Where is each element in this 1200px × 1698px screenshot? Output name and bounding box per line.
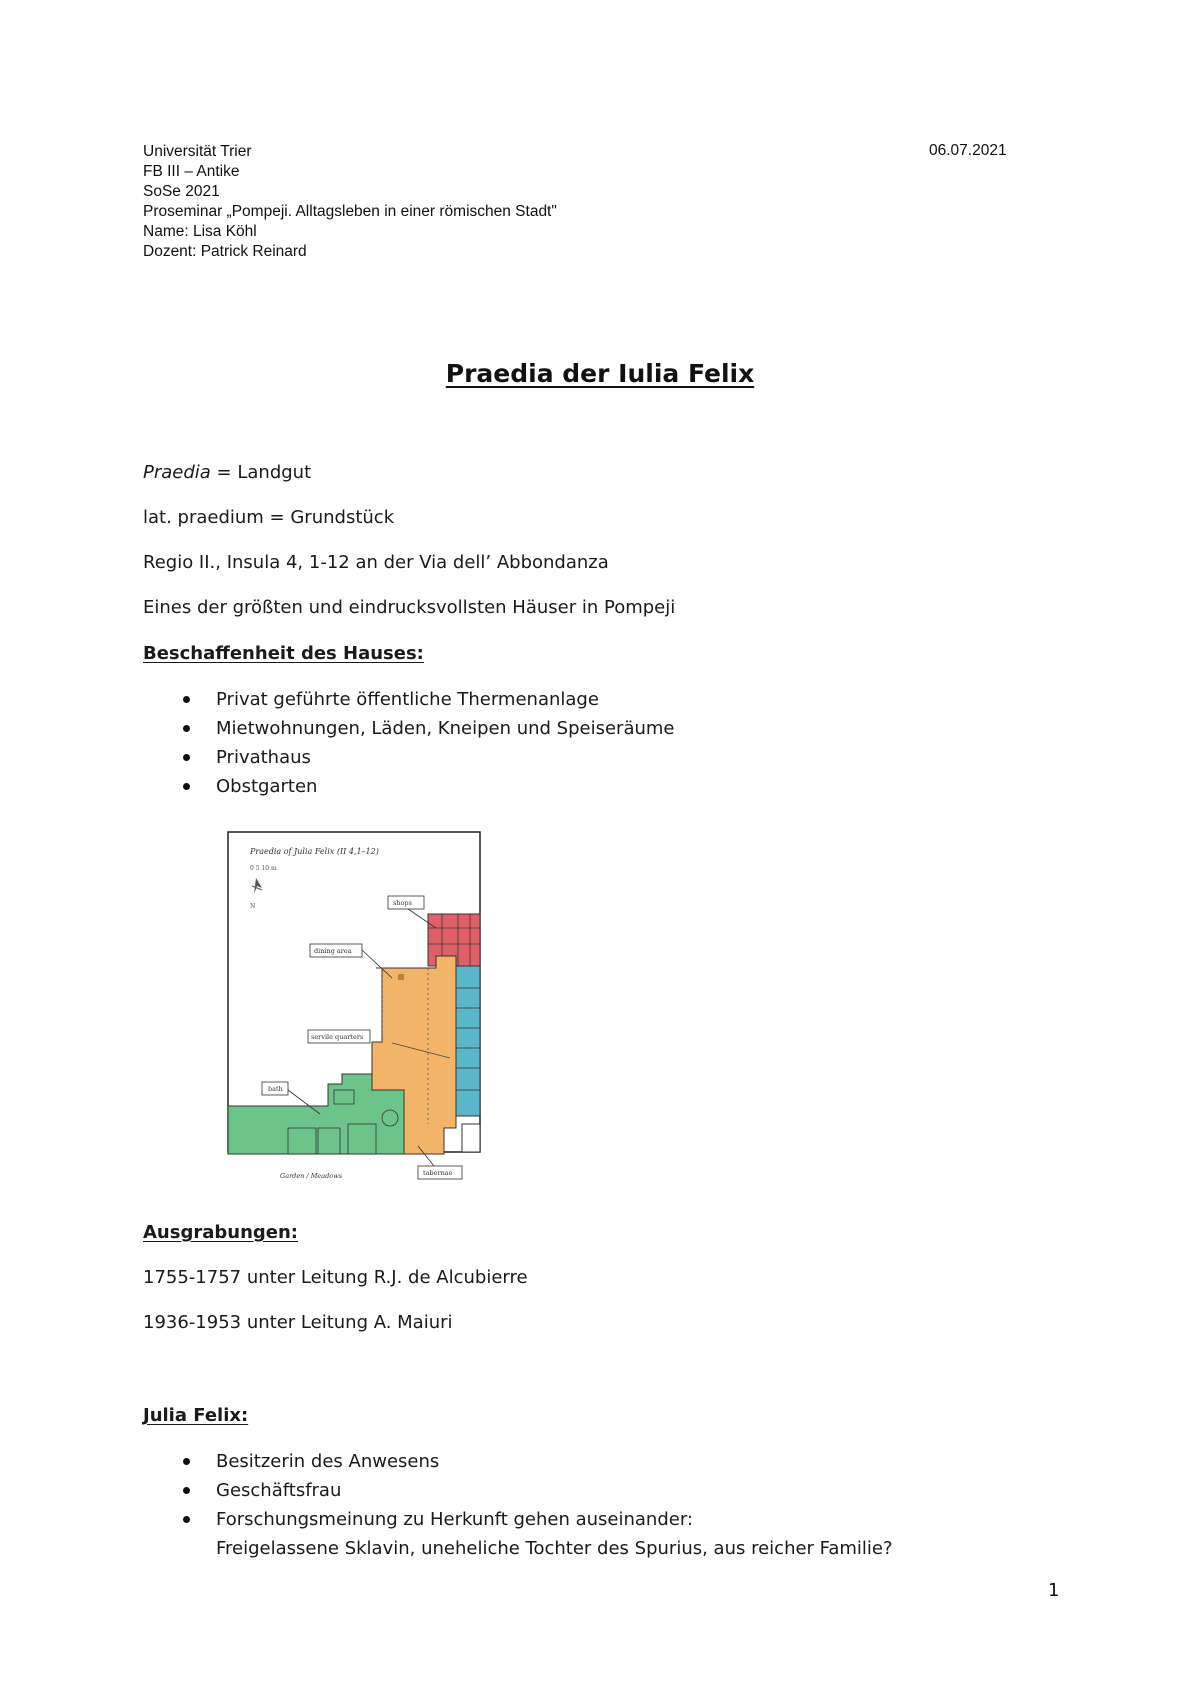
document-date: 06.07.2021	[929, 142, 1007, 159]
list-item	[143, 1505, 893, 1563]
university-line: Universität Trier	[143, 143, 252, 160]
zone-servile	[456, 966, 480, 1116]
label-tabernae: tabernae	[423, 1169, 453, 1177]
label-dining: dining area	[314, 947, 352, 955]
nature-list	[143, 685, 675, 801]
description-line: Eines der größten und eindrucksvollsten Häuser in Pompeji	[143, 597, 676, 618]
list-item: Obstgarten	[143, 772, 675, 801]
praedium-definition: lat. praedium = Grundstück	[143, 507, 395, 528]
location-line: Regio II., Insula 4, 1-12 an der Via dell’ Abbondanza	[143, 552, 609, 573]
julia-list	[143, 1447, 893, 1563]
label-servile: servile quarters	[311, 1033, 364, 1041]
seminar-line: Proseminar „Pompeji. Alltagsleben in einer römischen Stadt"	[143, 203, 557, 220]
plan-scale: 0 5 10 m	[250, 865, 277, 872]
plan-title: Praedia of Julia Felix (II 4,1–12)	[250, 847, 379, 856]
department-line: FB III – Antike	[143, 163, 240, 180]
page-number: 1	[1048, 1580, 1060, 1601]
lecturer-line: Dozent: Patrick Reinard	[143, 243, 307, 260]
author-line: Name: Lisa Köhl	[143, 223, 257, 240]
excavation-line: 1936-1953 unter Leitung A. Maiuri	[143, 1312, 453, 1333]
label-bath: bath	[268, 1085, 283, 1093]
tabernae-block	[462, 1124, 480, 1152]
list-item: Besitzerin des Anwesens	[143, 1447, 893, 1476]
list-item: Geschäftsfrau	[143, 1476, 893, 1505]
list-item: Mietwohnungen, Läden, Kneipen und Speiseräume	[143, 714, 675, 743]
zone-servile-area	[456, 966, 480, 1116]
praedia-term: Praedia	[143, 462, 211, 483]
page-title: Praedia der Iulia Felix	[445, 359, 755, 388]
list-item-continuation: Freigelassene Sklavin, uneheliche Tochter des Spurius, aus reicher Familie?	[216, 1538, 893, 1559]
list-item: Privathaus	[143, 743, 675, 772]
floor-plan-figure	[222, 828, 492, 1188]
section-heading-julia: Julia Felix:	[143, 1405, 249, 1426]
list-item-text: Forschungsmeinung zu Herkunft gehen auseinander:	[216, 1509, 693, 1530]
label-garden: Garden / Meadows	[280, 1172, 343, 1180]
praedia-definition	[143, 462, 311, 483]
section-heading-excavations: Ausgrabungen:	[143, 1222, 298, 1243]
document-header	[143, 142, 557, 262]
semester-line: SoSe 2021	[143, 183, 220, 200]
praedia-meaning: = Landgut	[210, 462, 312, 483]
north-label: N	[250, 903, 256, 910]
label-shops: shops	[393, 899, 412, 907]
section-heading-nature: Beschaffenheit des Hauses:	[143, 643, 424, 664]
excavation-line: 1755-1757 unter Leitung R.J. de Alcubierre	[143, 1267, 528, 1288]
list-item: Privat geführte öffentliche Thermenanlage	[143, 685, 675, 714]
